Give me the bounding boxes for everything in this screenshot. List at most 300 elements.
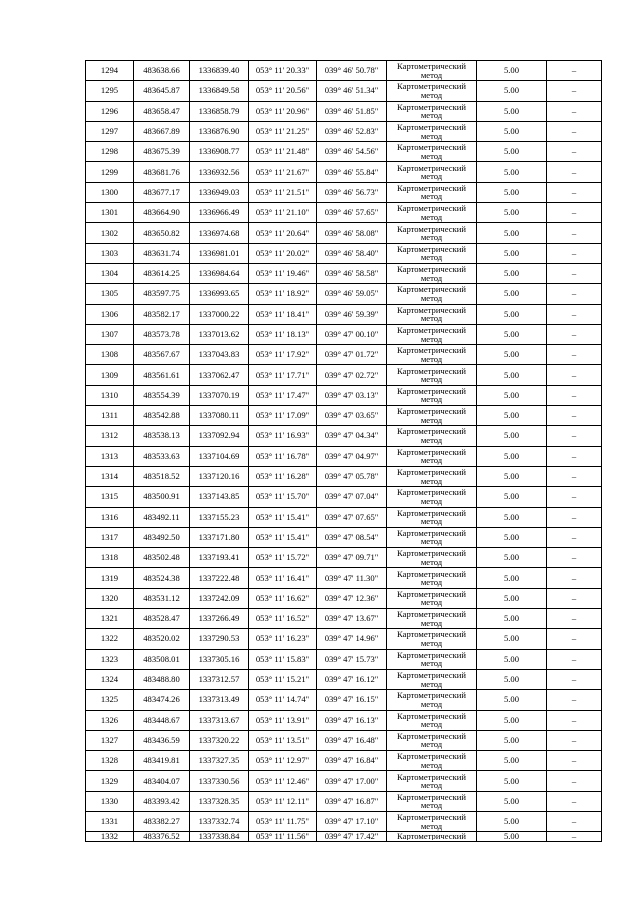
latitude-cell: 053° 11' 20.02": [249, 243, 317, 263]
method-cell: [387, 629, 477, 649]
table-row: [86, 548, 602, 568]
latitude-cell: 053° 11' 18.92": [249, 284, 317, 304]
method-text: Картометрический метод: [397, 487, 466, 506]
method-cell: [387, 588, 477, 608]
table-row: [86, 669, 602, 689]
point-number-cell: 1326: [86, 710, 134, 730]
point-number-cell: 1298: [86, 142, 134, 162]
note-cell: –: [547, 446, 602, 466]
latitude-cell: 053° 11' 19.46": [249, 263, 317, 283]
table-row: [86, 162, 602, 182]
point-number-cell: 1330: [86, 791, 134, 811]
note-cell: –: [547, 751, 602, 771]
x-coordinate-cell: 483631.74: [134, 243, 190, 263]
longitude-cell: 039° 47' 04.34": [317, 426, 387, 446]
longitude-cell: 039° 46' 56.73": [317, 182, 387, 202]
note-cell: –: [547, 101, 602, 121]
point-number-cell: 1313: [86, 446, 134, 466]
note-cell: –: [547, 406, 602, 426]
x-coordinate-cell: 483376.52: [134, 832, 190, 842]
accuracy-cell: 5.00: [477, 101, 547, 121]
method-text: Картометрический метод: [397, 284, 466, 303]
table-row: [86, 223, 602, 243]
table-row: [86, 121, 602, 141]
method-text: Картометрический метод: [397, 629, 466, 648]
point-number-cell: 1304: [86, 263, 134, 283]
longitude-cell: 039° 47' 02.72": [317, 365, 387, 385]
accuracy-cell: 5.00: [477, 507, 547, 527]
latitude-cell: 053° 11' 15.83": [249, 649, 317, 669]
point-number-cell: 1294: [86, 61, 134, 81]
point-number-cell: 1305: [86, 284, 134, 304]
latitude-cell: 053° 11' 21.48": [249, 142, 317, 162]
method-cell: [387, 182, 477, 202]
point-number-cell: 1300: [86, 182, 134, 202]
longitude-cell: 039° 47' 08.54": [317, 527, 387, 547]
method-cell: [387, 710, 477, 730]
y-coordinate-cell: 1336849.58: [190, 81, 249, 101]
longitude-cell: 039° 47' 16.48": [317, 730, 387, 750]
note-cell: –: [547, 365, 602, 385]
longitude-cell: 039° 47' 00.10": [317, 324, 387, 344]
method-text: Картометрический метод: [397, 182, 466, 202]
y-coordinate-cell: 1337313.49: [190, 690, 249, 710]
x-coordinate-cell: 483393.42: [134, 791, 190, 811]
method-text: Картометрический метод: [397, 365, 466, 385]
note-cell: –: [547, 81, 602, 101]
note-cell: –: [547, 690, 602, 710]
table-row: [86, 324, 602, 344]
longitude-cell: 039° 46' 50.78": [317, 61, 387, 81]
latitude-cell: 053° 11' 16.52": [249, 609, 317, 629]
point-number-cell: 1296: [86, 101, 134, 121]
method-text: Картометрический метод: [397, 203, 466, 222]
x-coordinate-cell: 483658.47: [134, 101, 190, 121]
table-row: [86, 609, 602, 629]
method-cell: [387, 121, 477, 141]
x-coordinate-cell: 483582.17: [134, 304, 190, 324]
method-text: Картометрический метод: [397, 609, 466, 628]
latitude-cell: 053° 11' 15.21": [249, 669, 317, 689]
method-cell: [387, 446, 477, 466]
note-cell: –: [547, 223, 602, 243]
accuracy-cell: 5.00: [477, 203, 547, 223]
longitude-cell: 039° 46' 58.40": [317, 243, 387, 263]
accuracy-cell: 5.00: [477, 121, 547, 141]
x-coordinate-cell: 483650.82: [134, 223, 190, 243]
y-coordinate-cell: 1336981.01: [190, 243, 249, 263]
table-row: [86, 487, 602, 507]
table-row: [86, 142, 602, 162]
table-row: [86, 710, 602, 730]
longitude-cell: 039° 47' 15.73": [317, 649, 387, 669]
table-row: [86, 791, 602, 811]
point-number-cell: 1332: [86, 832, 134, 842]
x-coordinate-cell: 483436.59: [134, 730, 190, 750]
accuracy-cell: 5.00: [477, 284, 547, 304]
table-row: [86, 730, 602, 750]
point-number-cell: 1321: [86, 609, 134, 629]
method-cell: [387, 466, 477, 486]
accuracy-cell: 5.00: [477, 243, 547, 263]
latitude-cell: 053° 11' 12.11": [249, 791, 317, 811]
method-text: Картометрический метод: [397, 101, 466, 121]
longitude-cell: 039° 47' 07.04": [317, 487, 387, 507]
x-coordinate-cell: 483667.89: [134, 121, 190, 141]
accuracy-cell: 5.00: [477, 324, 547, 344]
latitude-cell: 053° 11' 21.67": [249, 162, 317, 182]
method-cell: [387, 263, 477, 283]
longitude-cell: 039° 46' 59.39": [317, 304, 387, 324]
longitude-cell: 039° 46' 54.56": [317, 142, 387, 162]
accuracy-cell: 5.00: [477, 142, 547, 162]
method-text: Картометрический метод: [397, 385, 466, 405]
method-cell: [387, 568, 477, 588]
x-coordinate-cell: 483531.12: [134, 588, 190, 608]
method-cell: [387, 304, 477, 324]
table-row: [86, 588, 602, 608]
y-coordinate-cell: 1336908.77: [190, 142, 249, 162]
coordinates-table: [85, 60, 602, 842]
accuracy-cell: 5.00: [477, 426, 547, 446]
latitude-cell: 053° 11' 16.41": [249, 568, 317, 588]
y-coordinate-cell: 1337070.19: [190, 385, 249, 405]
method-text: Картометрический метод: [397, 325, 466, 344]
method-text: Картометрический метод: [397, 771, 466, 791]
accuracy-cell: 5.00: [477, 345, 547, 365]
method-cell: [387, 751, 477, 771]
x-coordinate-cell: 483645.87: [134, 81, 190, 101]
accuracy-cell: 5.00: [477, 690, 547, 710]
accuracy-cell: 5.00: [477, 61, 547, 81]
y-coordinate-cell: 1337062.47: [190, 365, 249, 385]
latitude-cell: 053° 11' 16.78": [249, 446, 317, 466]
latitude-cell: 053° 11' 18.41": [249, 304, 317, 324]
x-coordinate-cell: 483677.17: [134, 182, 190, 202]
method-text: Картометрический метод: [397, 588, 466, 608]
method-text: Картометрический метод: [397, 243, 466, 263]
method-cell: [387, 324, 477, 344]
longitude-cell: 039° 47' 16.15": [317, 690, 387, 710]
note-cell: –: [547, 61, 602, 81]
longitude-cell: 039° 47' 03.13": [317, 385, 387, 405]
accuracy-cell: 5.00: [477, 548, 547, 568]
point-number-cell: 1306: [86, 304, 134, 324]
note-cell: –: [547, 548, 602, 568]
note-cell: –: [547, 629, 602, 649]
latitude-cell: 053° 11' 21.51": [249, 182, 317, 202]
table-row: [86, 690, 602, 710]
table-row: [86, 243, 602, 263]
longitude-cell: 039° 47' 04.97": [317, 446, 387, 466]
table-row: [86, 446, 602, 466]
longitude-cell: 039° 46' 57.65": [317, 203, 387, 223]
accuracy-cell: 5.00: [477, 406, 547, 426]
accuracy-cell: 5.00: [477, 223, 547, 243]
method-text: Картометрический метод: [397, 812, 466, 831]
note-cell: –: [547, 771, 602, 791]
note-cell: –: [547, 182, 602, 202]
note-cell: –: [547, 710, 602, 730]
point-number-cell: 1302: [86, 223, 134, 243]
method-text: Картометрический метод: [397, 142, 466, 161]
latitude-cell: 053° 11' 12.97": [249, 751, 317, 771]
note-cell: –: [547, 121, 602, 141]
x-coordinate-cell: 483528.47: [134, 609, 190, 629]
note-cell: –: [547, 527, 602, 547]
longitude-cell: 039° 46' 51.34": [317, 81, 387, 101]
table-row: [86, 81, 602, 101]
y-coordinate-cell: 1337338.84: [190, 832, 249, 842]
method-text: Картометрический: [397, 832, 466, 841]
accuracy-cell: 5.00: [477, 791, 547, 811]
latitude-cell: 053° 11' 17.09": [249, 406, 317, 426]
note-cell: –: [547, 162, 602, 182]
longitude-cell: 039° 47' 17.10": [317, 811, 387, 831]
point-number-cell: 1295: [86, 81, 134, 101]
longitude-cell: 039° 47' 13.67": [317, 609, 387, 629]
accuracy-cell: 5.00: [477, 487, 547, 507]
longitude-cell: 039° 46' 55.84": [317, 162, 387, 182]
point-number-cell: 1308: [86, 345, 134, 365]
longitude-cell: 039° 47' 11.30": [317, 568, 387, 588]
latitude-cell: 053° 11' 13.51": [249, 730, 317, 750]
method-text: Картометрический метод: [397, 406, 466, 425]
latitude-cell: 053° 11' 21.10": [249, 203, 317, 223]
note-cell: –: [547, 142, 602, 162]
latitude-cell: 053° 11' 17.92": [249, 345, 317, 365]
note-cell: –: [547, 324, 602, 344]
y-coordinate-cell: 1337080.11: [190, 406, 249, 426]
longitude-cell: 039° 47' 16.13": [317, 710, 387, 730]
note-cell: –: [547, 811, 602, 831]
point-number-cell: 1328: [86, 751, 134, 771]
method-cell: [387, 61, 477, 81]
note-cell: –: [547, 203, 602, 223]
x-coordinate-cell: 483502.48: [134, 548, 190, 568]
table-row: [86, 406, 602, 426]
point-number-cell: 1310: [86, 385, 134, 405]
y-coordinate-cell: 1337104.69: [190, 446, 249, 466]
x-coordinate-cell: 483520.02: [134, 629, 190, 649]
x-coordinate-cell: 483664.90: [134, 203, 190, 223]
method-cell: [387, 832, 477, 842]
table-row: [86, 203, 602, 223]
point-number-cell: 1303: [86, 243, 134, 263]
method-text: Картометрический метод: [397, 710, 466, 730]
method-cell: [387, 649, 477, 669]
y-coordinate-cell: 1336949.03: [190, 182, 249, 202]
y-coordinate-cell: 1336966.49: [190, 203, 249, 223]
y-coordinate-cell: 1337320.22: [190, 730, 249, 750]
latitude-cell: 053° 11' 15.70": [249, 487, 317, 507]
accuracy-cell: 5.00: [477, 263, 547, 283]
point-number-cell: 1311: [86, 406, 134, 426]
y-coordinate-cell: 1337000.22: [190, 304, 249, 324]
latitude-cell: 053° 11' 15.41": [249, 507, 317, 527]
note-cell: –: [547, 345, 602, 365]
longitude-cell: 039° 47' 17.42": [317, 832, 387, 842]
table-row: [86, 832, 602, 842]
point-number-cell: 1319: [86, 568, 134, 588]
method-cell: [387, 548, 477, 568]
accuracy-cell: 5.00: [477, 669, 547, 689]
method-text: Картометрический метод: [397, 507, 466, 527]
method-cell: [387, 730, 477, 750]
table-row: [86, 527, 602, 547]
note-cell: –: [547, 588, 602, 608]
note-cell: –: [547, 832, 602, 842]
x-coordinate-cell: 483524.38: [134, 568, 190, 588]
accuracy-cell: 5.00: [477, 730, 547, 750]
method-cell: [387, 669, 477, 689]
x-coordinate-cell: 483573.78: [134, 324, 190, 344]
accuracy-cell: 5.00: [477, 832, 547, 842]
method-cell: [387, 81, 477, 101]
latitude-cell: 053° 11' 16.93": [249, 426, 317, 446]
y-coordinate-cell: 1337193.41: [190, 548, 249, 568]
method-cell: [387, 101, 477, 121]
y-coordinate-cell: 1337120.16: [190, 466, 249, 486]
point-number-cell: 1309: [86, 365, 134, 385]
y-coordinate-cell: 1337332.74: [190, 811, 249, 831]
x-coordinate-cell: 483675.39: [134, 142, 190, 162]
method-cell: [387, 142, 477, 162]
table-row: [86, 365, 602, 385]
method-text: Картометрический метод: [397, 345, 466, 364]
longitude-cell: 039° 47' 17.00": [317, 771, 387, 791]
latitude-cell: 053° 11' 16.23": [249, 629, 317, 649]
method-cell: [387, 811, 477, 831]
table-row: [86, 345, 602, 365]
y-coordinate-cell: 1337222.48: [190, 568, 249, 588]
note-cell: –: [547, 304, 602, 324]
table-row: [86, 629, 602, 649]
longitude-cell: 039° 46' 58.58": [317, 263, 387, 283]
x-coordinate-cell: 483567.67: [134, 345, 190, 365]
method-cell: [387, 527, 477, 547]
accuracy-cell: 5.00: [477, 304, 547, 324]
point-number-cell: 1318: [86, 548, 134, 568]
y-coordinate-cell: 1337155.23: [190, 507, 249, 527]
y-coordinate-cell: 1337330.56: [190, 771, 249, 791]
method-text: Картометрический метод: [397, 568, 466, 588]
y-coordinate-cell: 1337328.35: [190, 791, 249, 811]
method-text: Картометрический метод: [397, 304, 466, 324]
accuracy-cell: 5.00: [477, 81, 547, 101]
method-cell: [387, 243, 477, 263]
latitude-cell: 053° 11' 18.13": [249, 324, 317, 344]
y-coordinate-cell: 1337092.94: [190, 426, 249, 446]
table-row: [86, 101, 602, 121]
latitude-cell: 053° 11' 15.41": [249, 527, 317, 547]
note-cell: –: [547, 487, 602, 507]
accuracy-cell: 5.00: [477, 385, 547, 405]
x-coordinate-cell: 483538.13: [134, 426, 190, 446]
method-cell: [387, 406, 477, 426]
y-coordinate-cell: 1336932.56: [190, 162, 249, 182]
latitude-cell: 053° 11' 17.47": [249, 385, 317, 405]
method-cell: [387, 203, 477, 223]
y-coordinate-cell: 1337313.67: [190, 710, 249, 730]
longitude-cell: 039° 47' 09.71": [317, 548, 387, 568]
note-cell: –: [547, 507, 602, 527]
longitude-cell: 039° 47' 14.96": [317, 629, 387, 649]
accuracy-cell: 5.00: [477, 751, 547, 771]
point-number-cell: 1317: [86, 527, 134, 547]
method-text: Картометрический метод: [397, 670, 466, 689]
y-coordinate-cell: 1337171.80: [190, 527, 249, 547]
point-number-cell: 1297: [86, 121, 134, 141]
x-coordinate-cell: 483419.81: [134, 751, 190, 771]
longitude-cell: 039° 47' 05.78": [317, 466, 387, 486]
method-cell: [387, 284, 477, 304]
note-cell: –: [547, 791, 602, 811]
accuracy-cell: 5.00: [477, 446, 547, 466]
y-coordinate-cell: 1337043.83: [190, 345, 249, 365]
latitude-cell: 053° 11' 11.75": [249, 811, 317, 831]
note-cell: –: [547, 385, 602, 405]
method-text: Картометрический метод: [397, 791, 466, 811]
x-coordinate-cell: 483518.52: [134, 466, 190, 486]
longitude-cell: 039° 47' 16.84": [317, 751, 387, 771]
y-coordinate-cell: 1336993.65: [190, 284, 249, 304]
method-text: Картометрический метод: [397, 264, 466, 283]
method-text: Картометрический метод: [397, 162, 466, 182]
latitude-cell: 053° 11' 12.46": [249, 771, 317, 791]
table-row: [86, 507, 602, 527]
longitude-cell: 039° 46' 59.05": [317, 284, 387, 304]
point-number-cell: 1314: [86, 466, 134, 486]
method-text: Картометрический метод: [397, 122, 466, 141]
x-coordinate-cell: 483500.91: [134, 487, 190, 507]
x-coordinate-cell: 483597.75: [134, 284, 190, 304]
x-coordinate-cell: 483448.67: [134, 710, 190, 730]
point-number-cell: 1307: [86, 324, 134, 344]
method-text: Картометрический метод: [397, 426, 466, 445]
note-cell: –: [547, 649, 602, 669]
y-coordinate-cell: 1337305.16: [190, 649, 249, 669]
point-number-cell: 1315: [86, 487, 134, 507]
x-coordinate-cell: 483488.80: [134, 669, 190, 689]
x-coordinate-cell: 483474.26: [134, 690, 190, 710]
x-coordinate-cell: 483492.11: [134, 507, 190, 527]
point-number-cell: 1329: [86, 771, 134, 791]
method-cell: [387, 487, 477, 507]
latitude-cell: 053° 11' 20.64": [249, 223, 317, 243]
method-text: Картометрический метод: [397, 730, 466, 750]
point-number-cell: 1299: [86, 162, 134, 182]
accuracy-cell: 5.00: [477, 811, 547, 831]
method-cell: [387, 385, 477, 405]
latitude-cell: 053° 11' 11.56": [249, 832, 317, 842]
latitude-cell: 053° 11' 17.71": [249, 365, 317, 385]
latitude-cell: 053° 11' 16.28": [249, 466, 317, 486]
table-row: [86, 568, 602, 588]
y-coordinate-cell: 1337327.35: [190, 751, 249, 771]
latitude-cell: 053° 11' 16.62": [249, 588, 317, 608]
accuracy-cell: 5.00: [477, 527, 547, 547]
longitude-cell: 039° 46' 51.85": [317, 101, 387, 121]
accuracy-cell: 5.00: [477, 710, 547, 730]
x-coordinate-cell: 483554.39: [134, 385, 190, 405]
longitude-cell: 039° 47' 01.72": [317, 345, 387, 365]
method-cell: [387, 690, 477, 710]
note-cell: –: [547, 669, 602, 689]
latitude-cell: 053° 11' 13.91": [249, 710, 317, 730]
point-number-cell: 1316: [86, 507, 134, 527]
method-cell: [387, 791, 477, 811]
